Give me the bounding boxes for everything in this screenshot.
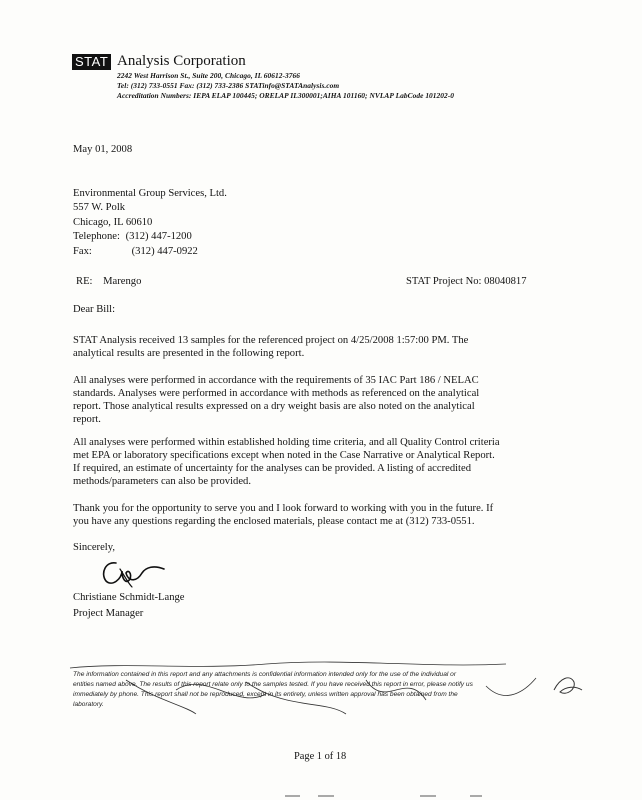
accreditation-numbers: Accreditation Numbers: IEPA ELAP 100445; ORELAP IL300001;AIHA 101160; NVLAP LabCode 101202-0 — [117, 91, 455, 100]
company-address: 2242 West Harrison St., Suite 200, Chicago, IL 60612-3766 — [117, 71, 300, 80]
paragraph-line: methods/parameters can also be provided. — [73, 476, 251, 487]
re-line — [76, 275, 141, 288]
paragraph-line: report. Those analytical results expressed on a dry weight basis are also noted on the analytical — [73, 401, 475, 412]
body-paragraph-2 — [73, 374, 563, 426]
telephone-value: (312) 447-1200 — [125, 231, 192, 242]
paragraph-line: If required, an estimate of uncertainty for the analyses can be provided. A listing of accredited — [73, 463, 471, 474]
paragraph-line: met EPA or laboratory specifications except when noted in the Case Narrative or Analytical Report. — [73, 450, 495, 461]
re-subject: Marengo — [103, 276, 142, 287]
re-label: RE: — [76, 276, 93, 287]
recipient-fax — [73, 245, 198, 258]
recipient-street: 557 W. Polk — [73, 202, 126, 213]
fax-label: Fax: — [73, 246, 92, 257]
paragraph-line: analytical results are presented in the following report. — [73, 348, 305, 359]
project-label: STAT Project No: — [406, 276, 482, 287]
body-paragraph-1 — [73, 334, 563, 360]
confidentiality-notice — [73, 670, 533, 710]
project-number: 08040817 — [484, 276, 527, 287]
paragraph-line: All analyses were performed within established holding time criteria, and all Quality Control criteria — [73, 437, 500, 448]
notice-line: entities named above. The results of this report relate only to the samples tested. If you have received this report in error, please notify us — [73, 681, 473, 688]
company-contact: Tel: (312) 733-0551 Fax: (312) 733-2386 STATinfo@STATAnalysis.com — [117, 81, 340, 90]
stat-logo: STAT — [72, 54, 111, 70]
notice-line: laboratory. — [73, 701, 104, 708]
closing: Sincerely, — [73, 542, 115, 553]
signer-name: Christiane Schmidt-Lange — [73, 592, 185, 603]
notice-line: immediately by phone. This report shall not be reproduced, except in its entirety, unless written approval has been obtained from the — [73, 691, 458, 698]
recipient-city: Chicago, IL 60610 — [73, 217, 153, 228]
body-paragraph-3 — [73, 436, 563, 488]
paragraph-line: All analyses were performed in accordance with the requirements of 35 IAC Part 186 / NELAC — [73, 375, 479, 386]
scan-edge-marks — [0, 790, 642, 800]
paragraph-line: STAT Analysis received 13 samples for the referenced project on 4/25/2008 1:57:00 PM. The — [73, 335, 469, 346]
signer-title: Project Manager — [73, 608, 144, 619]
salutation: Dear Bill: — [73, 304, 116, 315]
body-paragraph-4 — [73, 502, 563, 528]
handwritten-signature — [98, 555, 170, 591]
paragraph-line: standards. Analyses were performed in accordance with methods as referenced on the analytical — [73, 388, 480, 399]
recipient-company: Environmental Group Services, Ltd. — [73, 188, 227, 199]
recipient-telephone — [73, 230, 192, 243]
telephone-label: Telephone: — [73, 231, 120, 242]
project-number-line — [406, 275, 527, 288]
paragraph-line: Thank you for the opportunity to serve you and I look forward to working with you in the future. If — [73, 503, 494, 514]
letter-date: May 01, 2008 — [73, 144, 133, 155]
paragraph-line: report. — [73, 414, 101, 425]
paragraph-line: you have any questions regarding the enclosed materials, please contact me at (312) 733-0551. — [73, 516, 475, 527]
fax-value: (312) 447-0922 — [131, 246, 198, 257]
notice-line: The information contained in this report and any attachments is confidential information intended only for the use of the individual or — [73, 671, 457, 678]
company-name: Analysis Corporation — [117, 53, 246, 69]
page-number: Page 1 of 18 — [294, 751, 347, 762]
